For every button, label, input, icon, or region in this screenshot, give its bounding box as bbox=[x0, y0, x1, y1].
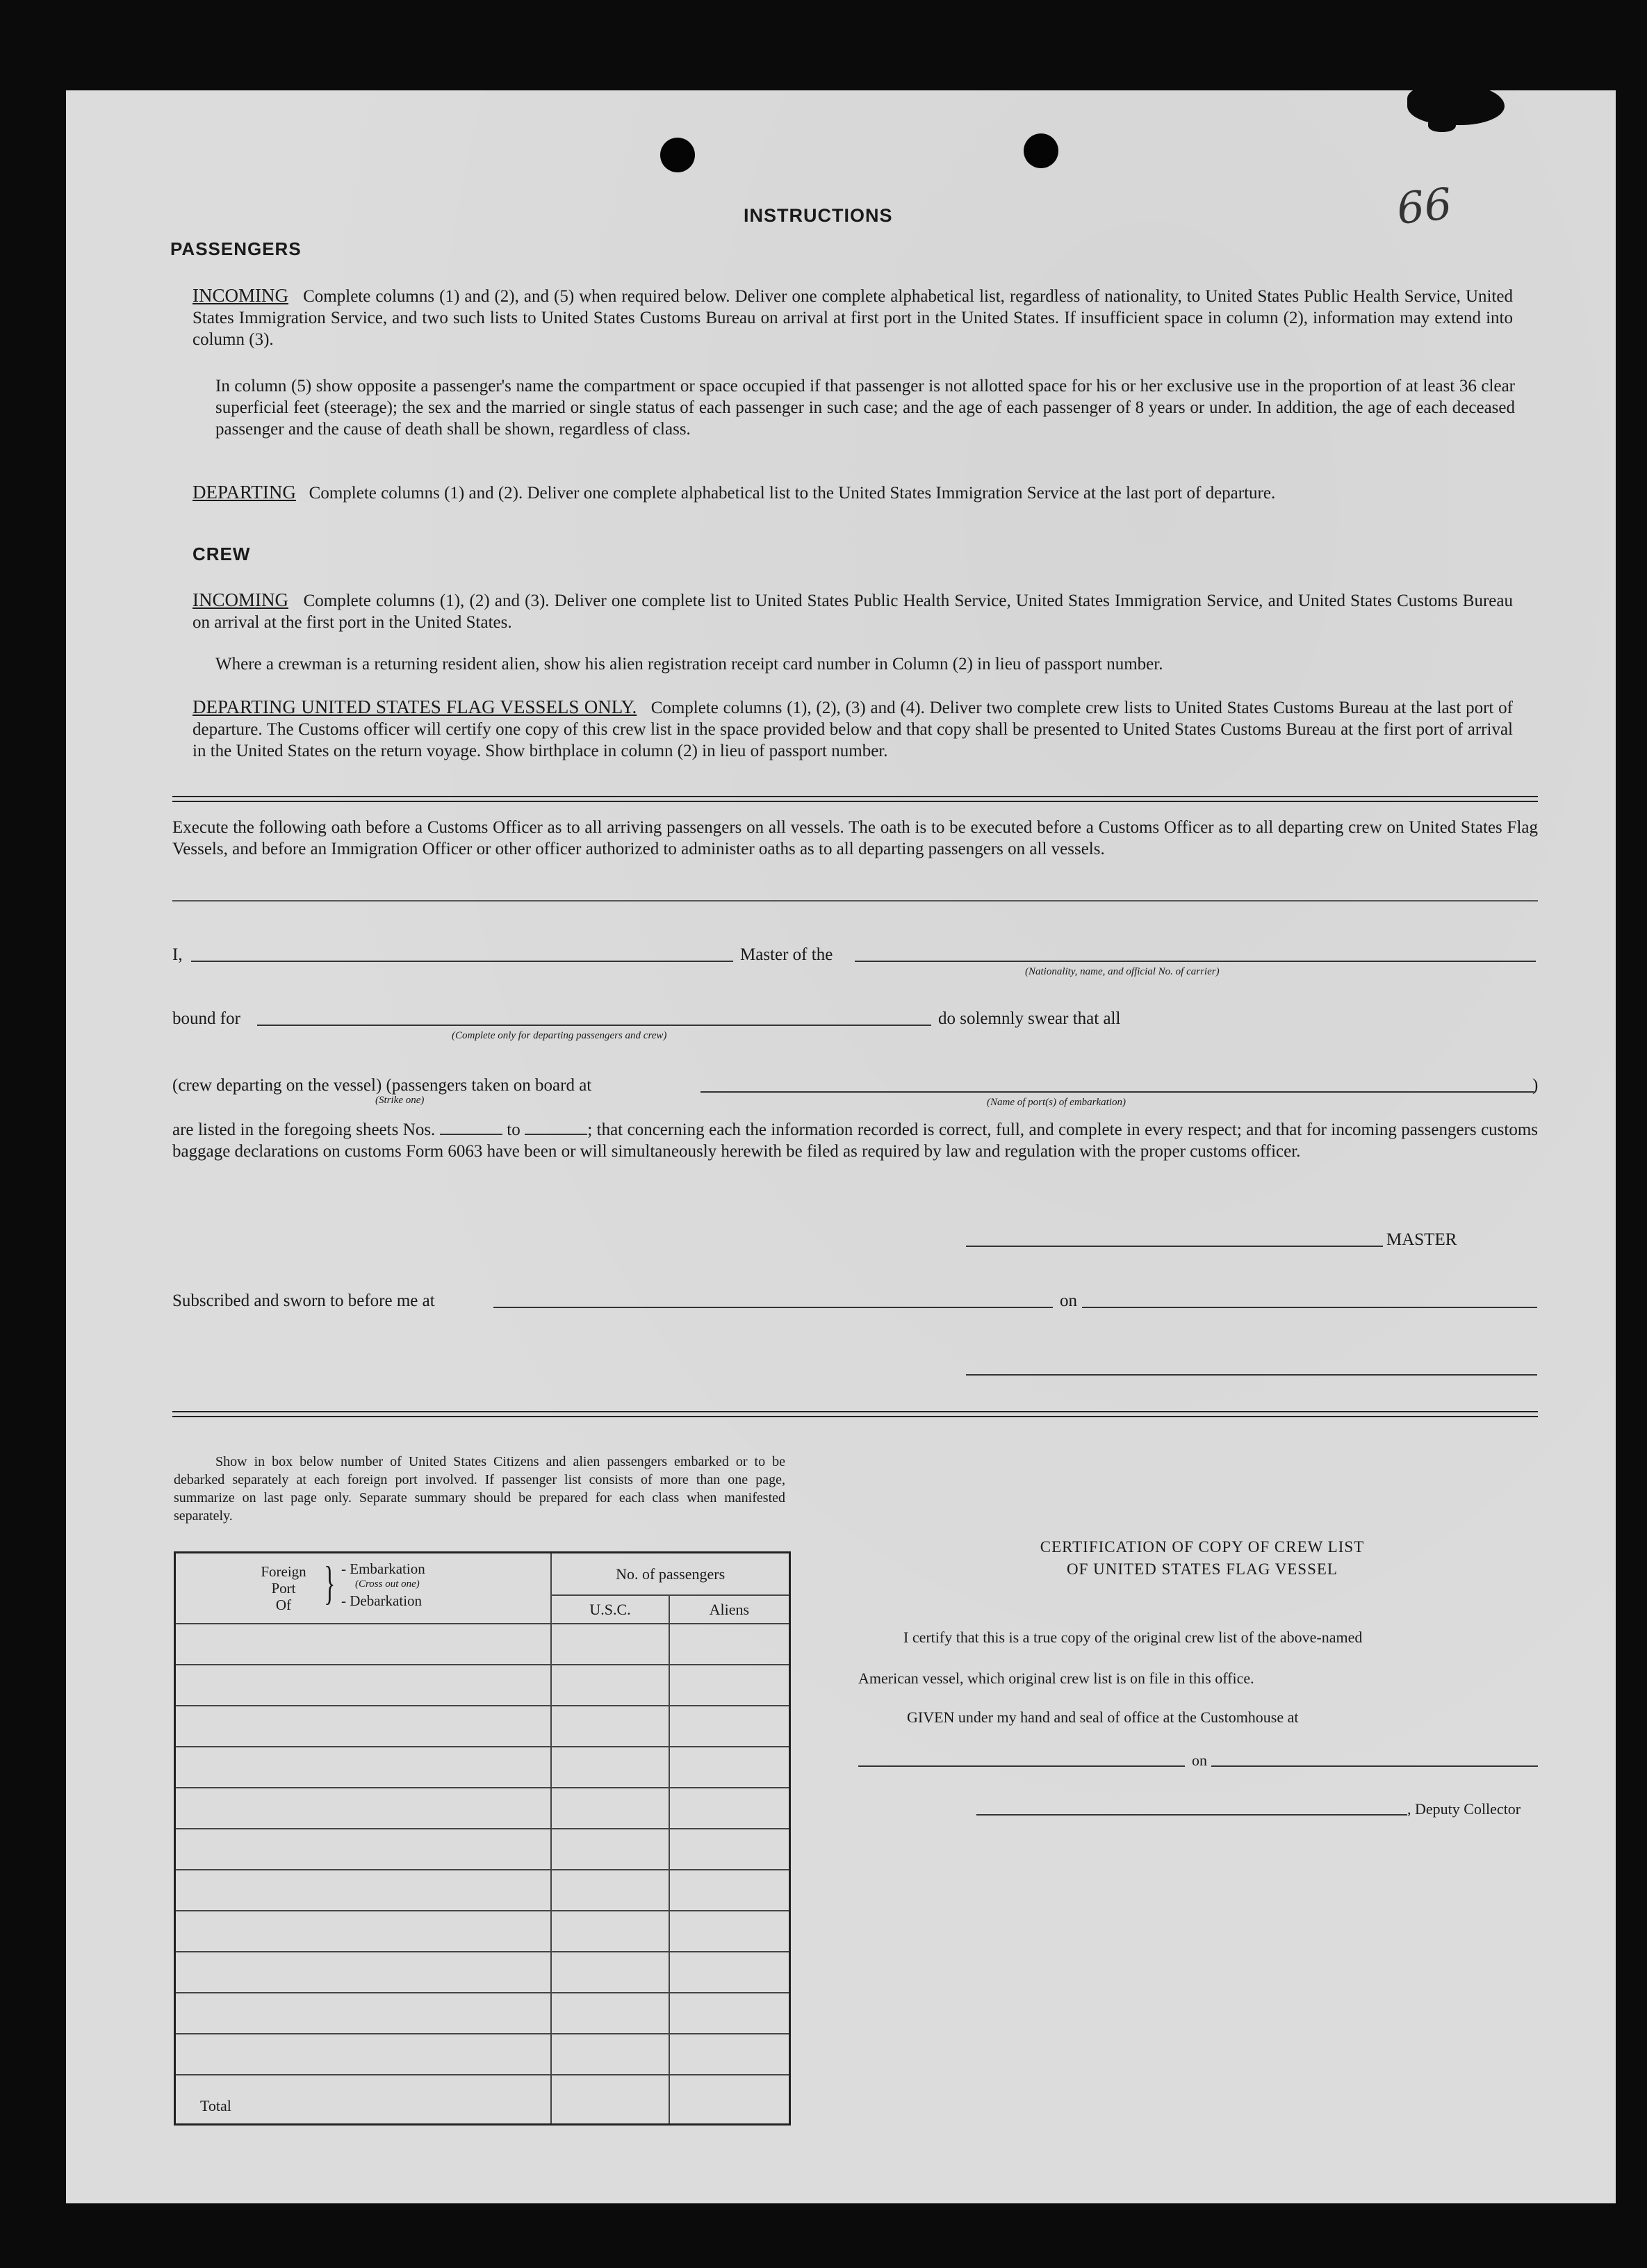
crew-departing-flag-paragraph bbox=[192, 696, 1513, 762]
foreign-port-header bbox=[175, 1553, 552, 1624]
usc-cell[interactable] bbox=[551, 1788, 669, 1829]
port-cell[interactable] bbox=[175, 1665, 552, 1706]
usc-cell[interactable] bbox=[551, 1624, 669, 1665]
bound-for-field[interactable] bbox=[257, 1025, 931, 1026]
oath-intro-rule bbox=[172, 900, 1538, 902]
port-cell[interactable] bbox=[175, 1706, 552, 1747]
crew-departing-flag-label: DEPARTING UNITED STATES FLAG VESSELS ONLY. bbox=[192, 696, 637, 717]
certification-title bbox=[931, 1536, 1473, 1581]
crew-alien-paragraph: Where a crewman is a returning resident alien, show his alien registration receipt card number in Column (2) in lieu of passport number. bbox=[215, 655, 1163, 674]
oath-intro-paragraph: Execute the following oath before a Customs Officer as to all arriving passengers on all vessels. The oath is to be executed before a Customs Officer as to all departing crew on United States Flag Vessels, and before an Immigration Officer or other officer authorized to administer oaths as to all departing passengers on all vessels. bbox=[172, 818, 1538, 858]
passengers-departing-paragraph bbox=[192, 482, 1513, 504]
brace-icon: } bbox=[324, 1556, 336, 1609]
foreign-port-lines bbox=[252, 1563, 315, 1613]
sheet-from-field[interactable] bbox=[440, 1120, 502, 1135]
listed-label-b: ; that concerning each the information recorded is correct, full, and complete in every respect; and that for incoming passengers customs baggage declarations on customs Form 6063 have been or will simultaneously herewith be filed as required by law and regulation with the proper customs officer. bbox=[172, 1120, 1539, 1161]
bound-for-label: bound for bbox=[172, 1009, 240, 1028]
section-divider-top bbox=[172, 796, 1538, 802]
close-paren: ) bbox=[1532, 1076, 1539, 1095]
aliens-cell[interactable] bbox=[669, 1788, 790, 1829]
sworn-place-field[interactable] bbox=[493, 1307, 1053, 1308]
ports-caption: (Name of port(s) of embarkation) bbox=[987, 1097, 1126, 1108]
total-label: Total bbox=[175, 2075, 552, 2125]
of-label: Of bbox=[275, 1597, 292, 1613]
deputy-collector-label: , Deputy Collector bbox=[1407, 1800, 1521, 1818]
summary-row bbox=[175, 1665, 790, 1706]
officer-signature-field[interactable] bbox=[966, 1374, 1537, 1376]
cross-out-label: (Cross out one) bbox=[355, 1578, 420, 1590]
form-sheet bbox=[66, 90, 1616, 2203]
torn-edge bbox=[1428, 118, 1456, 132]
passengers-departing-text: Complete columns (1) and (2). Deliver one complete alphabetical list to the United States Immigration Service at the last port of departure. bbox=[309, 484, 1276, 503]
customhouse-place-field[interactable] bbox=[858, 1765, 1185, 1767]
port-cell[interactable] bbox=[175, 1624, 552, 1665]
total-usc-cell[interactable] bbox=[551, 2075, 669, 2125]
summary-row bbox=[175, 1706, 790, 1747]
port-of-embarkation-field[interactable] bbox=[700, 1091, 1534, 1093]
summary-row bbox=[175, 2034, 790, 2075]
usc-header: U.S.C. bbox=[551, 1595, 669, 1624]
usc-cell[interactable] bbox=[551, 1993, 669, 2034]
usc-cell[interactable] bbox=[551, 1952, 669, 1993]
port-cell[interactable] bbox=[175, 1870, 552, 1911]
port-cell[interactable] bbox=[175, 1788, 552, 1829]
usc-cell[interactable] bbox=[551, 1911, 669, 1952]
instructions-title: INSTRUCTIONS bbox=[744, 205, 893, 226]
listed-to-label: to bbox=[507, 1120, 521, 1139]
summary-instructions: Show in box below number of United States Citizens and alien passengers embarked or to be debarked separately at each foreign port involved. If passenger list consists of more than one page, summarize on last page only. Separate summary should be prepared for each class when manifested separately. bbox=[174, 1454, 785, 1524]
passengers-incoming-text: Complete columns (1) and (2), and (5) when required below. Deliver one complete alphabetical list, regardless of nationality, to United States Public Health Service, United States Immigration Service, and two such lists to United States Customs Bureau on arrival at first port in the United States. If insufficient space in column (2), information may extend into column (3). bbox=[192, 287, 1514, 349]
master-signature-field[interactable] bbox=[966, 1246, 1383, 1247]
aliens-cell[interactable] bbox=[669, 1911, 790, 1952]
usc-cell[interactable] bbox=[551, 1665, 669, 1706]
crew-incoming-paragraph bbox=[192, 589, 1513, 633]
summary-row bbox=[175, 1747, 790, 1788]
summary-row bbox=[175, 1788, 790, 1829]
summary-row bbox=[175, 1829, 790, 1870]
listed-paragraph bbox=[172, 1119, 1538, 1162]
aliens-cell[interactable] bbox=[669, 1706, 790, 1747]
crew-incoming-label: INCOMING bbox=[192, 589, 288, 610]
crew-incoming-text: Complete columns (1), (2) and (3). Deliver one complete list to United States Public Health Service, United States Immigration Service, and United States Customs Bureau on arrival at the first port in the United States. bbox=[192, 592, 1513, 632]
summary-total-row bbox=[175, 2075, 790, 2125]
summary-row bbox=[175, 1993, 790, 2034]
punch-hole-left bbox=[660, 138, 695, 172]
aliens-cell[interactable] bbox=[669, 1624, 790, 1665]
aliens-cell[interactable] bbox=[669, 1665, 790, 1706]
strike-caption: (Strike one) bbox=[375, 1095, 425, 1106]
sworn-date-field[interactable] bbox=[1082, 1307, 1537, 1308]
summary-row bbox=[175, 1870, 790, 1911]
certification-line1: I certify that this is a true copy of the original crew list of the above-named bbox=[903, 1629, 1363, 1646]
nationality-caption: (Nationality, name, and official No. of carrier) bbox=[1025, 966, 1220, 977]
certification-title-line2: OF UNITED STATES FLAG VESSEL bbox=[1067, 1560, 1338, 1578]
port-cell[interactable] bbox=[175, 1993, 552, 2034]
aliens-cell[interactable] bbox=[669, 1829, 790, 1870]
port-cell[interactable] bbox=[175, 2034, 552, 2075]
foreign-label: Foreign bbox=[261, 1563, 306, 1580]
passengers-heading: PASSENGERS bbox=[170, 238, 302, 259]
port-label: Port bbox=[271, 1580, 296, 1597]
aliens-cell[interactable] bbox=[669, 1870, 790, 1911]
deputy-collector-signature-field[interactable] bbox=[976, 1814, 1407, 1816]
bound-for-caption: (Complete only for departing passengers and crew) bbox=[452, 1030, 667, 1041]
master-of-the-label: Master of the bbox=[740, 945, 833, 964]
summary-row bbox=[175, 1911, 790, 1952]
usc-cell[interactable] bbox=[551, 2034, 669, 2075]
no-passengers-header: No. of passengers bbox=[551, 1553, 789, 1596]
sworn-on-label: on bbox=[1060, 1291, 1077, 1310]
passengers-departing-label: DEPARTING bbox=[192, 482, 296, 503]
debarkation-label: - Debarkation bbox=[341, 1592, 423, 1609]
certification-line3: GIVEN under my hand and seal of office at the Customhouse at bbox=[907, 1708, 1299, 1726]
vessel-name-field[interactable] bbox=[855, 961, 1536, 962]
master-label: MASTER bbox=[1386, 1230, 1457, 1249]
certification-line2: American vessel, which original crew list is on file in this office. bbox=[858, 1670, 1254, 1687]
aliens-cell[interactable] bbox=[669, 2034, 790, 2075]
punch-hole-right bbox=[1024, 133, 1058, 168]
swear-label: do solemnly swear that all bbox=[938, 1009, 1121, 1028]
sheet-to-field[interactable] bbox=[525, 1120, 587, 1135]
passengers-incoming-paragraph bbox=[192, 285, 1513, 350]
listed-label-a: are listed in the foregoing sheets Nos. bbox=[172, 1120, 436, 1139]
column5-paragraph: In column (5) show opposite a passenger's name the compartment or space occupied if that passenger is not allotted space for his or her exclusive use in the proportion of at least 36 clear superficial feet (steerage); the sex and the married or single status of each passenger in such case; and the age of each passenger of 8 years or under. In addition, the age of each deceased passenger and the cause of death shall be shown, regardless of class. bbox=[215, 377, 1515, 439]
handwritten-page-number: 66 bbox=[1394, 178, 1455, 234]
crew-departing-label: (crew departing on the vessel) (passengers taken on board at bbox=[172, 1076, 592, 1095]
port-cell[interactable] bbox=[175, 1911, 552, 1952]
usc-cell[interactable] bbox=[551, 1870, 669, 1911]
usc-cell[interactable] bbox=[551, 1747, 669, 1788]
torn-corner bbox=[1407, 83, 1505, 125]
master-name-field[interactable] bbox=[191, 961, 733, 962]
port-cell[interactable] bbox=[175, 1747, 552, 1788]
certification-title-line1: CERTIFICATION OF COPY OF CREW LIST bbox=[1040, 1538, 1365, 1556]
certification-date-field[interactable] bbox=[1211, 1765, 1538, 1767]
aliens-header: Aliens bbox=[669, 1595, 790, 1624]
summary-header-row-1 bbox=[175, 1553, 790, 1596]
aliens-cell[interactable] bbox=[669, 1952, 790, 1993]
usc-cell[interactable] bbox=[551, 1829, 669, 1870]
port-cell[interactable] bbox=[175, 1829, 552, 1870]
crew-heading: CREW bbox=[192, 544, 251, 564]
summary-row bbox=[175, 1624, 790, 1665]
total-aliens-cell[interactable] bbox=[669, 2075, 790, 2125]
crew-departing-flag-text: Complete columns (1), (2), (3) and (4). Deliver two complete crew lists to United States Customs Bureau at the last port of departure. The Customs officer will certify one copy of this crew list in the space provided below and that copy shall be presented to United States Customs Bureau at the first port of arrival in the United States on the return voyage. Show birthplace in column (2) in lieu of passport number. bbox=[192, 699, 1513, 760]
aliens-cell[interactable] bbox=[669, 1747, 790, 1788]
section-divider-bottom bbox=[172, 1411, 1538, 1417]
aliens-cell[interactable] bbox=[669, 1993, 790, 2034]
passengers-incoming-label: INCOMING bbox=[192, 285, 288, 306]
certification-on-label: on bbox=[1192, 1752, 1207, 1769]
oath-i-label: I, bbox=[172, 945, 183, 964]
summary-row bbox=[175, 1952, 790, 1993]
embarkation-label: - Embarkation bbox=[341, 1560, 425, 1577]
usc-cell[interactable] bbox=[551, 1706, 669, 1747]
port-cell[interactable] bbox=[175, 1952, 552, 1993]
subscribed-label: Subscribed and sworn to before me at bbox=[172, 1291, 435, 1310]
passenger-summary-table bbox=[174, 1551, 791, 2126]
